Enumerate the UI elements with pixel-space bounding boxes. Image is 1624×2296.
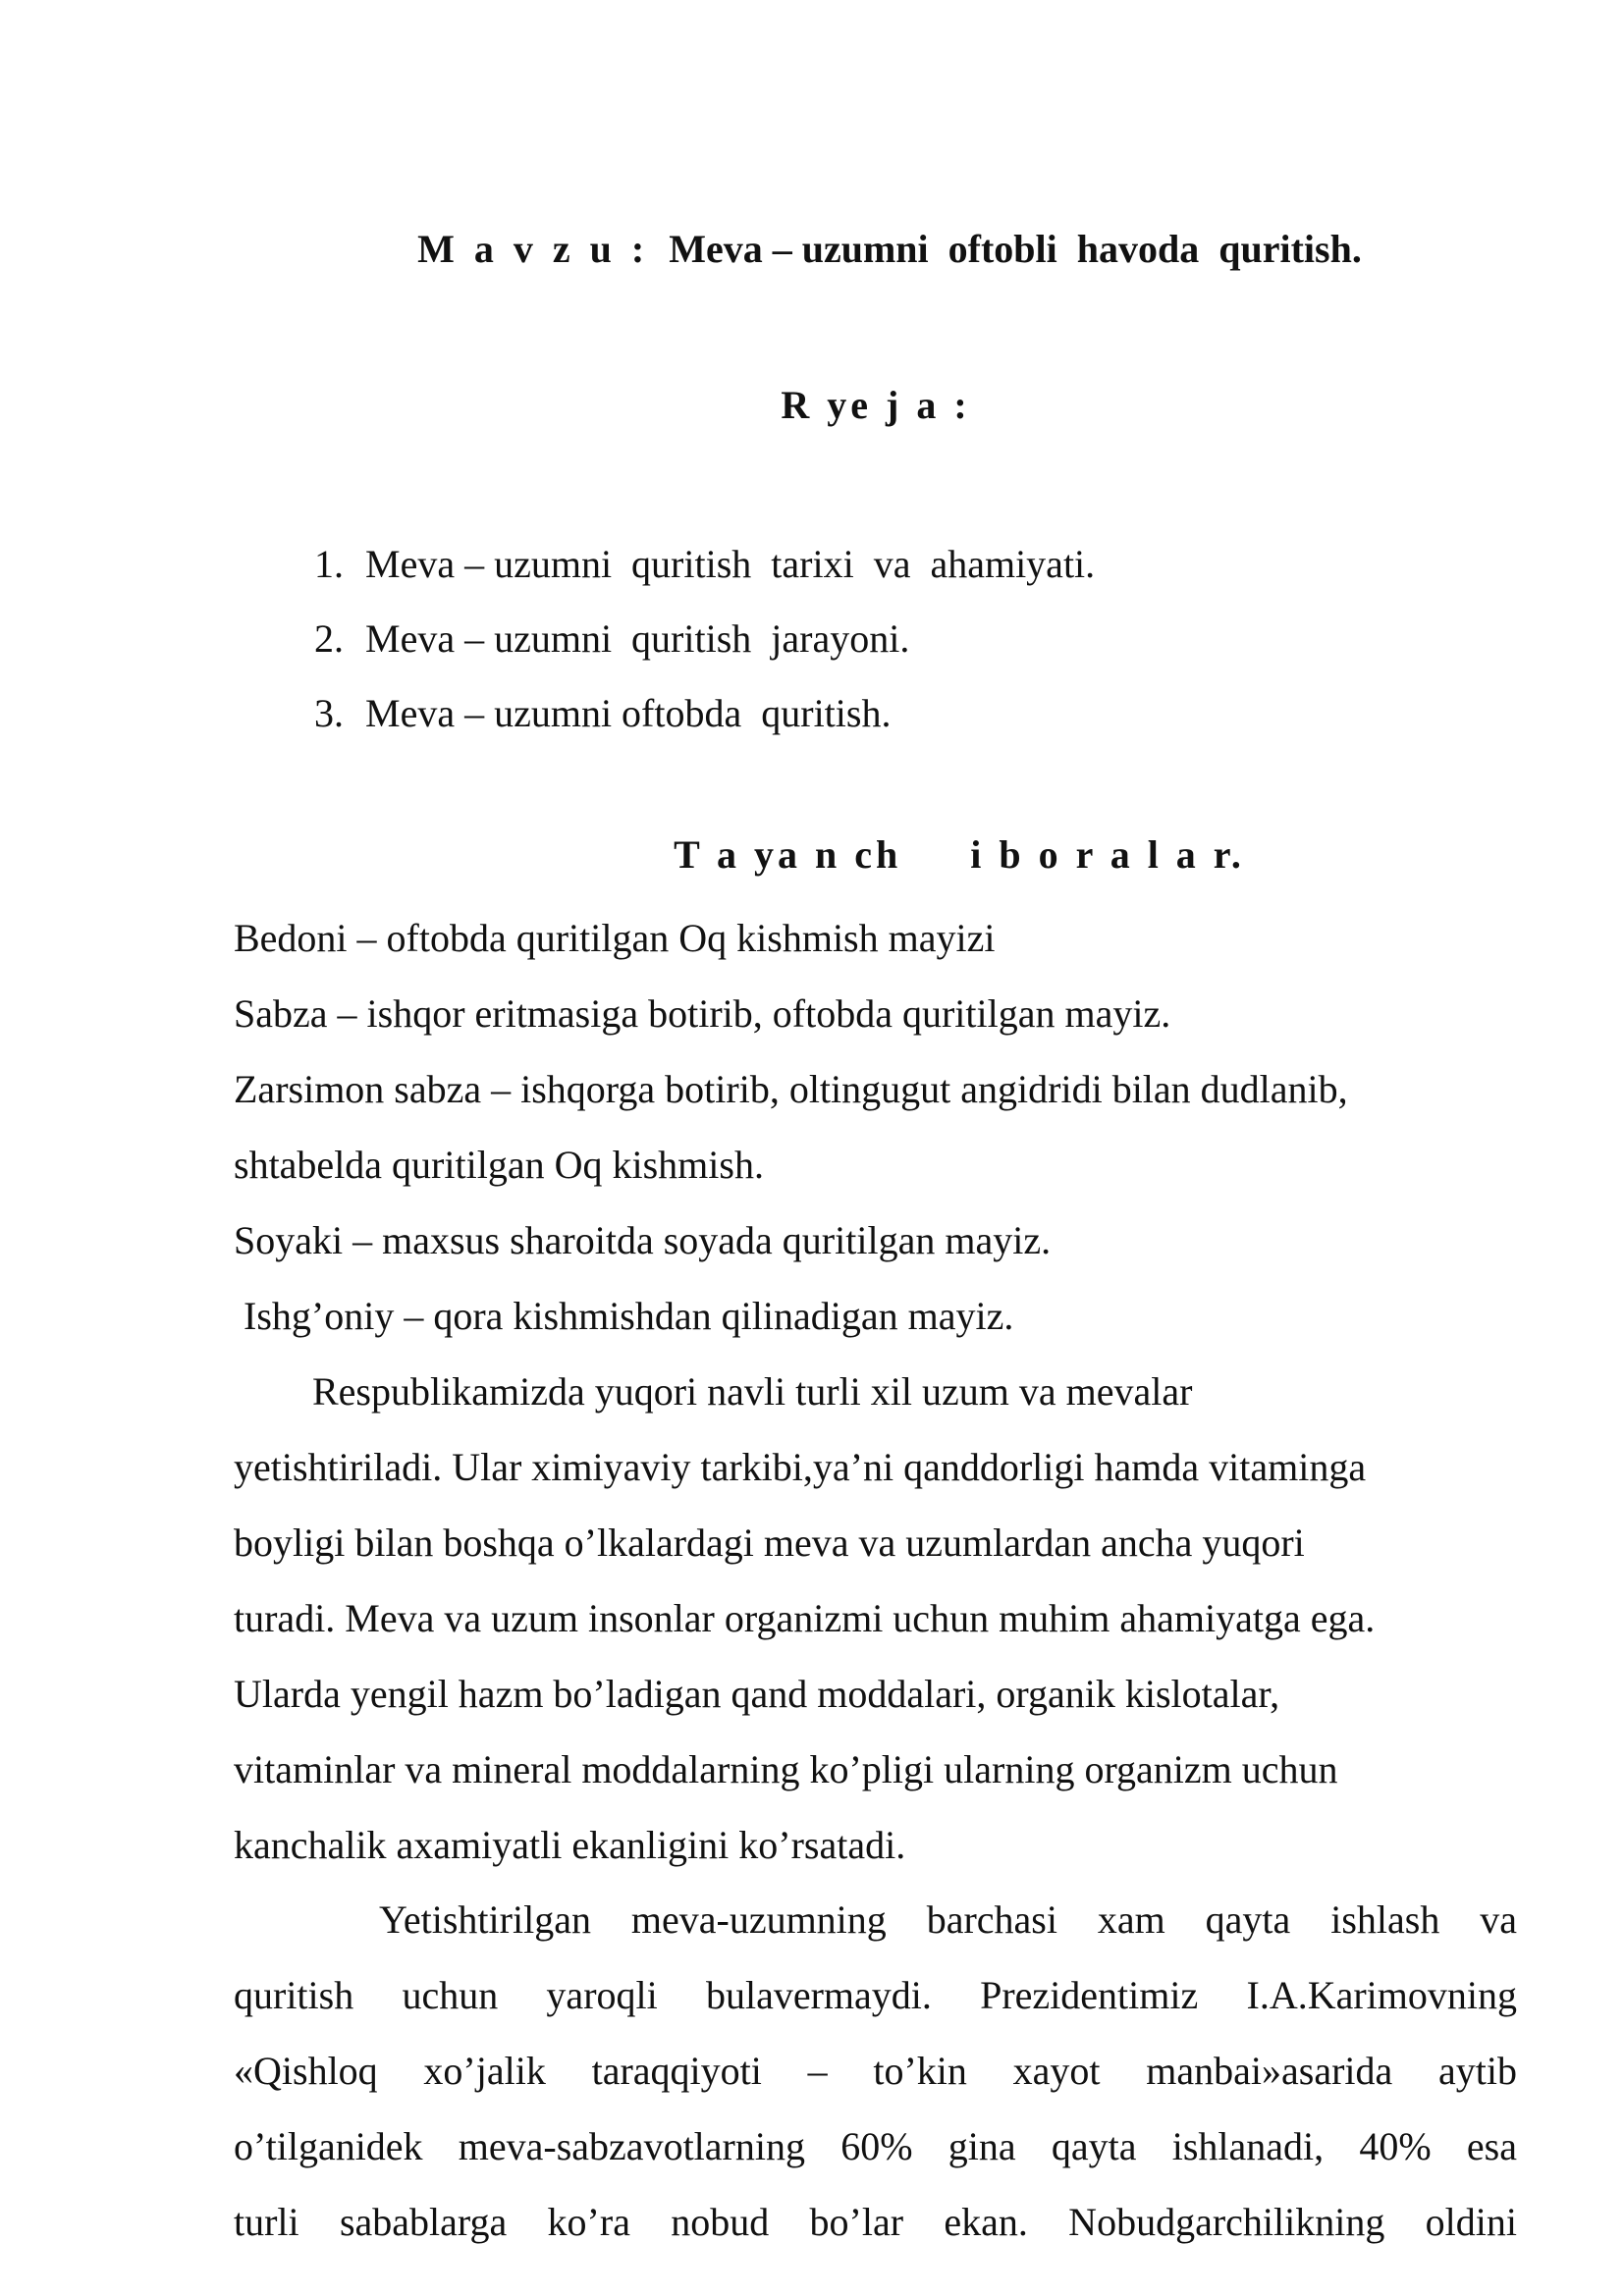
plan-item-number: 1. xyxy=(314,542,344,586)
plan-item-number: 2. xyxy=(314,616,344,661)
paragraph-line: turli sabablarga ko’ra nobud bo’lar ekan. Nobudgarchilikning oldini xyxy=(234,2200,1517,2244)
key-term-line: Zarsimon sabza – ishqorga botirib, oltingugut angidridi bilan dudlanib, xyxy=(234,1067,1348,1111)
paragraph-line: o’tilganidek meva-sabzavotlarning 60% gina qayta ishlanadi, 40% esa xyxy=(234,2124,1517,2168)
paragraph-line: vitaminlar va mineral moddalarning ko’pligi ularning organizm uchun xyxy=(234,1747,1338,1791)
paragraph-2 xyxy=(234,1882,1517,2260)
plan-item xyxy=(314,602,1095,676)
paragraph-line: Yetishtirilgan meva-uzumning barchasi xam qayta ishlash va xyxy=(379,1897,1517,1942)
paragraph-line: turadi. Meva va uzum insonlar organizmi uchun muhim ahamiyatga ega. xyxy=(234,1596,1376,1640)
key-terms-heading: T a ya n ch i b o r a l a r. xyxy=(674,832,1245,877)
page-title xyxy=(0,224,1624,275)
plan-item-text: Meva – uzumni oftobda quritish. xyxy=(365,691,892,735)
paragraph-line: kanchalik axamiyatli ekanligini ko’rsatadi. xyxy=(234,1823,906,1867)
plan-item xyxy=(314,527,1095,602)
key-term-line: Ishg’oniy – qora kishmishdan qilinadigan mayiz. xyxy=(244,1294,1014,1338)
key-term-line: Sabza – ishqor eritmasiga botirib, oftobda quritilgan mayiz. xyxy=(234,991,1171,1036)
plan-item xyxy=(314,676,1095,751)
plan-list xyxy=(314,527,1095,751)
paragraph-line: «Qishloq xo’jalik taraqqiyoti – to’kin xayot manbai»asarida aytib xyxy=(234,2049,1517,2093)
paragraph-1 xyxy=(234,1354,1517,1883)
paragraph-line: Ularda yengil hazm bo’ladigan qand moddalari, organik kislotalar, xyxy=(234,1672,1280,1716)
plan-item-text: Meva – uzumni quritish tarixi va ahamiyati. xyxy=(365,542,1096,586)
paragraph-line: quritish uchun yaroqli bulavermaydi. Prezidentimiz I.A.Karimovning xyxy=(234,1973,1517,2017)
plan-heading: R ye j a : xyxy=(781,383,971,427)
paragraph-line: yetishtiriladi. Ular ximiyaviy tarkibi,ya’ni qanddorligi hamda vitaminga xyxy=(234,1445,1367,1489)
title-label: M a v z u : xyxy=(417,227,650,271)
key-term-line: Bedoni – oftobda quritilgan Oq kishmish mayizi xyxy=(234,916,996,960)
plan-item-text: Meva – uzumni quritish jarayoni. xyxy=(365,616,910,661)
key-term-line: Soyaki – maxsus sharoitda soyada quritilgan mayiz. xyxy=(234,1218,1052,1262)
key-terms-list xyxy=(234,900,1510,1354)
paragraph-line: boyligi bilan boshqa o’lkalardagi meva va uzumlardan ancha yuqori xyxy=(234,1521,1305,1565)
key-term-line: shtabelda quritilgan Oq kishmish. xyxy=(234,1143,764,1187)
plan-item-number: 3. xyxy=(314,691,344,735)
title-text: Meva – uzumni oftobli havoda quritish. xyxy=(669,227,1362,271)
paragraph-line: Respublikamizda yuqori navli turli xil uzum va mevalar xyxy=(312,1369,1193,1414)
